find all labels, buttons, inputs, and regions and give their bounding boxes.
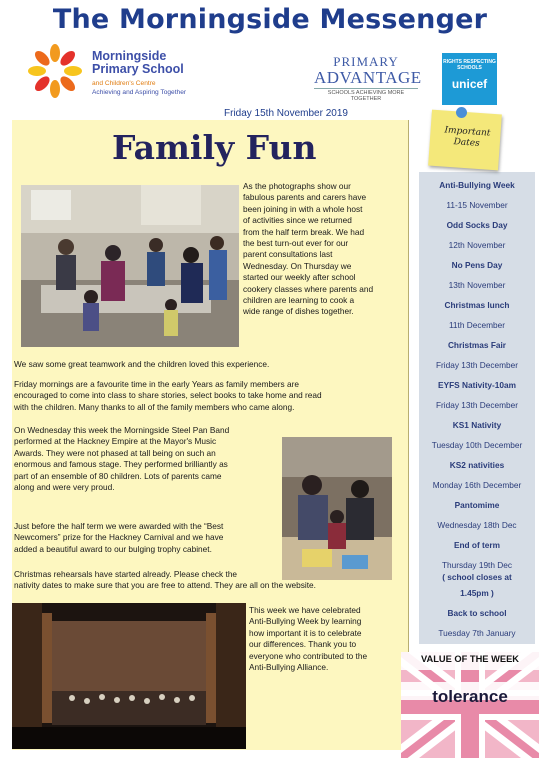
sidebar-note: 1.45pm ) <box>460 588 494 598</box>
paragraph-4: Just before the half term we were awarded with the “Best Newcomers” prize for the Hackney Carnival and we have added a beautiful award to our bulging trophy cabinet. <box>14 521 224 554</box>
paragraph-2: Friday mornings are a favourite time in the early Years as family members are encouraged to come into class to share stories, select books to take home and read with the children. Many thanks to all of the family members who came along. <box>14 379 322 412</box>
sidebar-date: 11th December <box>448 320 506 330</box>
sidebar-date: 11-15 November <box>446 200 508 210</box>
important-dates-sidebar <box>419 172 535 644</box>
sidebar-date: Thursday 19th Dec <box>441 560 513 570</box>
sidebar-date: 13th November <box>448 280 506 290</box>
sidebar-date: Tuesday 7th January <box>438 628 516 638</box>
issue-date: Friday 15th November 2019 <box>224 108 348 119</box>
school-tagline: Achieving and Aspiring Together <box>92 89 187 96</box>
sidebar-date: Friday 13th December <box>435 400 519 410</box>
paragraph-1: As the photographs show our fabulous parents and carers have been joining in with a whole host of activities since we returned from the half term break. We had the best turn-out ever for our parent consultations last Wednesday. On Thursday we started our weekly after school cookery classes where parents and children are learning to cook a wide range of dishes together. <box>243 181 374 317</box>
paragraph-5: Christmas rehearsals have started already. Please check the nativity dates to make sure that you are free to attend. They are all on the website. <box>14 569 316 591</box>
pushpin-icon <box>456 107 467 118</box>
value-of-week-heading: VALUE OF THE WEEK <box>421 654 519 664</box>
sidebar-event: Christmas Fair <box>447 340 507 350</box>
school-subtitle: and Children's Centre <box>92 80 156 87</box>
sidebar-event: Odd Socks Day <box>446 220 508 230</box>
primary-advantage-logo: PRIMARY ADVANTAGE SCHOOLS ACHIEVING MORE TOGETHER <box>314 54 422 102</box>
school-logo-icon <box>22 42 88 100</box>
unicef-badge: RIGHTS RESPECTING SCHOOLS unicef <box>442 53 497 105</box>
sidebar-event: Pantomime <box>454 500 500 510</box>
sidebar-date: Monday 16th December <box>432 480 522 490</box>
sidebar-date: 12th November <box>448 240 506 250</box>
steel-pan-band-photo <box>12 603 246 749</box>
paragraph-3: On Wednesday this week the Morningside Steel Pan Band performed at the Hackney Empire at the Mayor's Music Awards. They were not phased at tall being on such an enormous and famous stage. They performed brilliantly as part of an ensemble of 80 children. Lots of parents came along and were very proud. <box>14 425 230 493</box>
sidebar-event: Christmas lunch <box>444 300 510 310</box>
sidebar-date: Friday 13th December <box>435 360 519 370</box>
sidebar-event: No Pens Day <box>451 260 503 270</box>
cookery-class-photo <box>21 185 239 347</box>
sidebar-event: End of term <box>453 540 501 550</box>
sidebar-event: Back to school <box>447 608 507 618</box>
paragraph-6: This week we have celebrated Anti-Bullying Week by learning how important it is to celebrate our differences. Thank you to everyone who contributed to the Anti-Bullying Alliance. <box>249 605 368 673</box>
school-name: Morningside Primary School <box>92 49 184 76</box>
sidebar-event: EYFS Nativity-10am <box>438 380 516 390</box>
value-of-week-word: tolerance <box>432 687 508 706</box>
article-title: Family Fun <box>112 128 317 167</box>
sidebar-date: Tuesday 10th December <box>431 440 523 450</box>
sidebar-event: KS2 nativities <box>449 460 505 470</box>
sidebar-date: Wednesday 18th Dec <box>437 520 517 530</box>
paragraph-1-end: We saw some great teamwork and the children loved this experience. <box>14 359 270 369</box>
sidebar-event: Anti-Bullying Week <box>439 180 515 190</box>
sidebar-event: KS1 Nativity <box>452 420 502 430</box>
family-reading-photo <box>282 437 392 580</box>
sidebar-note: ( school closes at <box>442 572 512 582</box>
sticky-note-label: Important Dates <box>444 125 491 149</box>
newsletter-title: The Morningside Messenger <box>52 4 488 35</box>
